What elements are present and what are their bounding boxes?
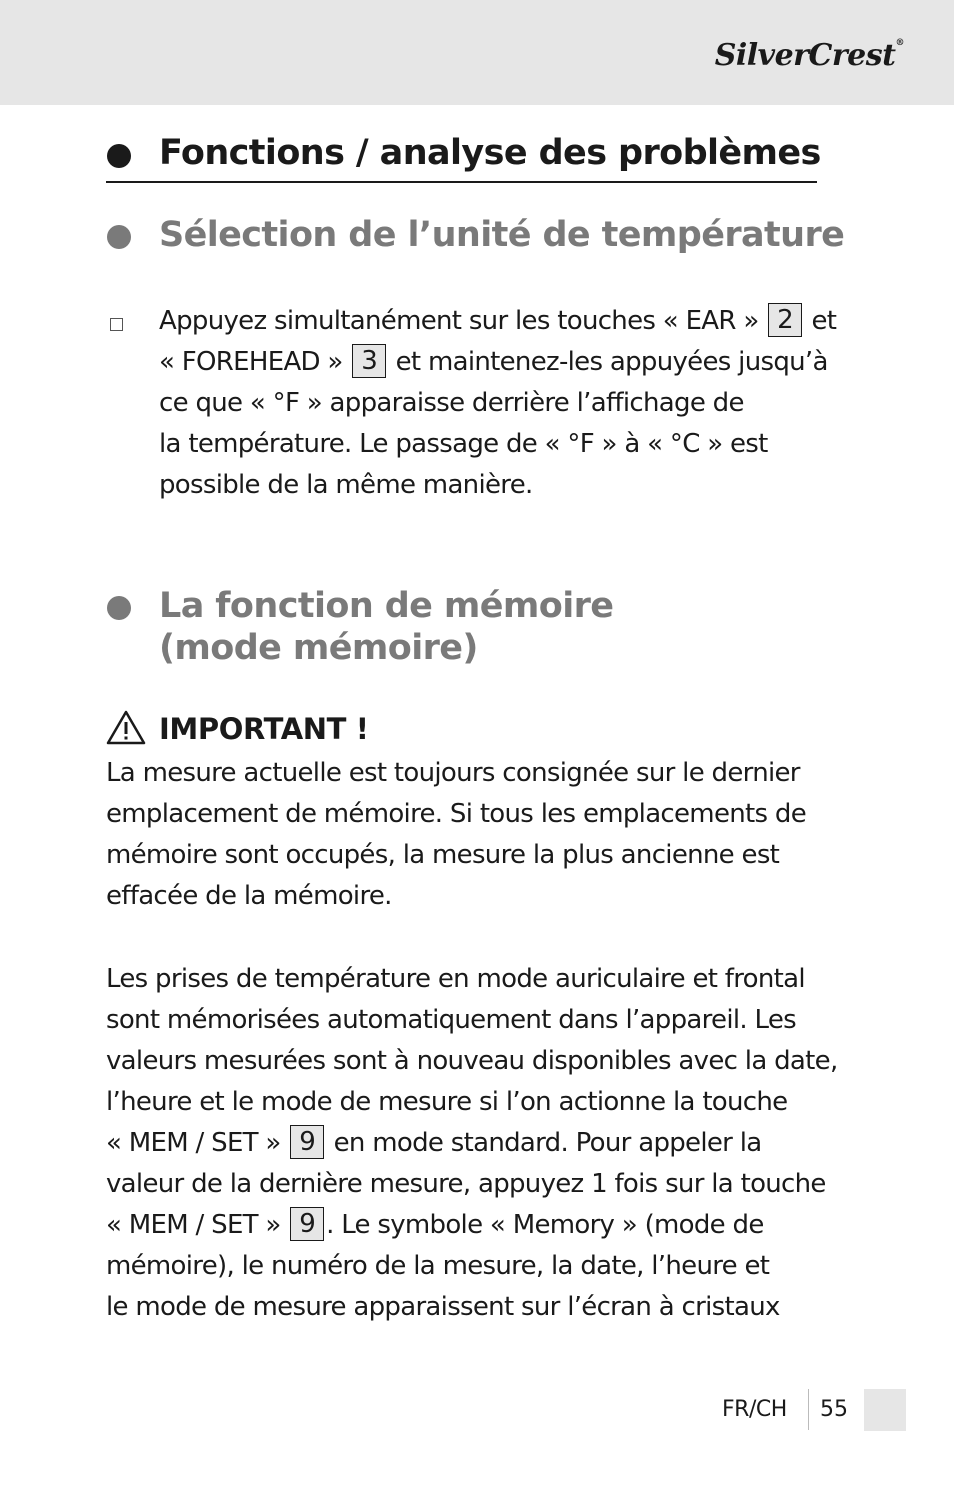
text-line xyxy=(106,1205,838,1246)
text-line: sont mémorisées automatiquement dans l’appareil. Les xyxy=(106,1005,796,1035)
text-run: et maintenez-les appuyées jusqu’à xyxy=(388,347,828,377)
text-line xyxy=(159,301,836,342)
section-title: Fonctions / analyse des problèmes xyxy=(159,133,821,173)
text-run: Appuyez simultanément sur les touches « EAR » xyxy=(159,306,767,336)
text-run: « MEM / SET » xyxy=(106,1210,289,1240)
key-reference-2: 2 xyxy=(768,303,802,337)
filled-circle-bullet-icon xyxy=(107,144,131,168)
text-run: . Le symbole « Memory » (mode de xyxy=(326,1210,764,1240)
page-number: 55 xyxy=(820,1397,848,1422)
text-line xyxy=(159,342,836,383)
key-reference-3: 3 xyxy=(352,344,386,378)
memory-body-text xyxy=(106,959,838,1328)
text-line: valeur de la dernière mesure, appuyez 1 fois sur la touche xyxy=(106,1169,826,1199)
text-line: mémoire), le numéro de la mesure, la date, l’heure et xyxy=(106,1251,770,1281)
text-line: emplacement de mémoire. Si tous les emplacements de xyxy=(106,799,807,829)
footer-language: FR/CH xyxy=(722,1397,787,1422)
text-line: Les prises de température en mode auriculaire et frontal xyxy=(106,964,805,994)
text-line: l’heure et le mode de mesure si l’on actionne la touche xyxy=(106,1087,788,1117)
text-line: mémoire sont occupés, la mesure la plus ancienne est xyxy=(106,840,780,870)
text-run: et xyxy=(803,306,837,336)
warning-triangle-icon xyxy=(106,710,146,746)
temp-unit-title: Sélection de l’unité de température xyxy=(159,215,845,255)
important-label: IMPORTANT ! xyxy=(159,712,369,746)
text-line: possible de la même manière. xyxy=(159,470,533,500)
text-line: le mode de mesure apparaissent sur l’écran à cristaux xyxy=(106,1292,780,1322)
square-bullet-icon xyxy=(110,318,123,331)
page-tab-marker xyxy=(864,1389,906,1431)
memory-title-line-2: (mode mémoire) xyxy=(159,628,478,668)
text-line: la température. Le passage de « °F » à « °C » est xyxy=(159,429,768,459)
section-heading xyxy=(106,133,821,183)
brand-name: SilverCrest xyxy=(714,38,896,73)
filled-circle-bullet-icon xyxy=(107,225,131,249)
filled-circle-bullet-icon xyxy=(107,596,131,620)
key-reference-9: 9 xyxy=(290,1125,324,1159)
text-run: « FOREHEAD » xyxy=(159,347,351,377)
header-bar xyxy=(0,0,954,105)
footer-divider xyxy=(808,1389,809,1430)
important-notice-text xyxy=(106,753,806,917)
brand-registered-mark: ® xyxy=(895,38,904,48)
key-reference-9: 9 xyxy=(290,1207,324,1241)
text-line: ce que « °F » apparaisse derrière l’affichage de xyxy=(159,388,744,418)
text-run: « MEM / SET » xyxy=(106,1128,289,1158)
brand-logo xyxy=(715,38,904,73)
text-line: valeurs mesurées sont à nouveau disponibles avec la date, xyxy=(106,1046,838,1076)
text-line: effacée de la mémoire. xyxy=(106,881,392,911)
text-line xyxy=(106,1123,838,1164)
memory-title-line-1: La fonction de mémoire xyxy=(159,586,614,626)
temp-unit-instructions xyxy=(159,301,836,506)
text-line: La mesure actuelle est toujours consignée sur le dernier xyxy=(106,758,800,788)
text-run: en mode standard. Pour appeler la xyxy=(326,1128,762,1158)
